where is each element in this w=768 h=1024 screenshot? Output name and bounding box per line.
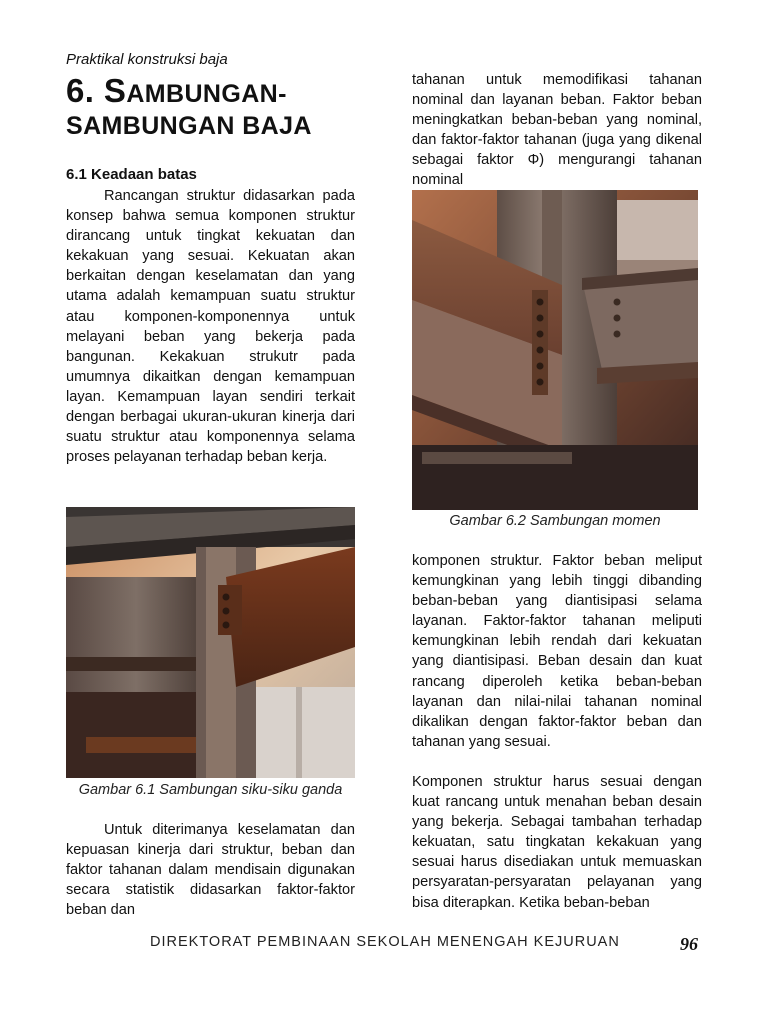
page-number: 96: [680, 934, 698, 954]
body-paragraph-5: Komponen struktur harus sesuai dengan kuat rancang untuk menahan beban desain yang bekerja. Sebagai tambahan terhadap kekuatan, satu tingkatan kekakuan yang sesuai harus disediakan untuk memuaskan persyaratan-persyaratan pelayanan yang bisa diterapkan. Ketika beban-beban: [412, 774, 702, 911]
figure-6-2-photo: [412, 190, 698, 510]
running-title: Praktikal konstruksi baja: [66, 51, 228, 68]
chapter-title-line-1: 6. SAMBUNGAN-: [66, 72, 287, 109]
body-paragraph-2: Untuk diterimanya keselamatan dan kepuasan kinerja dari struktur, beban dan faktor tahanan dalam mendisain digunakan secara statistik didasarkan faktor-faktor beban dan: [66, 822, 355, 919]
chapter-title-line-2: SAMBUNGAN BAJA: [66, 112, 312, 140]
section-heading: 6.1 Keadaan batas: [66, 166, 197, 183]
chapter-title: [66, 72, 366, 141]
body-paragraph-3: tahanan untuk memodifikasi tahanan nominal dan layanan beban. Faktor beban meningkatkan beban-beban yang nominal, dan faktor-faktor tahanan (juga yang dikenal sebagai faktor Φ) mengurangi tahanan nominal: [412, 72, 702, 189]
chapter-title-initial: S: [103, 72, 127, 109]
footer-institution: DIREKTORAT PEMBINAAN SEKOLAH MENENGAH KEJURUAN: [150, 934, 620, 950]
body-paragraph-4: komponen struktur. Faktor beban meliput kemungkinan yang lebih tinggi dibanding beban-beban yang diantisipasi selama layanan. Faktor-faktor tahanan meliputi kemungkinan lebih rendah dari kekuatan yang diantisipasi. Beban desain dan kuat rancang diperoleh ketika beban-beban layanan dan nilai-nilai tahanan nominal dikalikan dengan faktor-faktor beban dan tahanan yang sesuai.: [412, 553, 702, 750]
figure-6-2-caption: Gambar 6.2 Sambungan momen: [449, 513, 661, 529]
figure-6-1-caption: Gambar 6.1 Sambungan siku-siku ganda: [78, 782, 343, 798]
figure-6-1-photo: [66, 507, 355, 778]
chapter-number: 6: [66, 72, 85, 109]
body-paragraph-1: Rancangan struktur didasarkan pada konsep bahwa semua komponen struktur dirancang untuk tingkat kekuatan dan kekakuan yang sesuai. Kekuatan akan berkaitan dengan keselamatan dan yang utama adalah kemampuan suatu struktur atau komponen-komponennya untuk melayani beban yang bekerja pada bangunan. Kekakuan strukutr pada umumnya dikaitkan dengan kemampuan layan. Kemampuan layan sendiri terkait dengan berbagai ukuran-ukuran kinerja dari suatu struktur atau komponennya selama proses pelayanan terhadap beban kerja.: [66, 188, 355, 466]
chapter-title-rest: AMBUNGAN-: [126, 80, 287, 108]
